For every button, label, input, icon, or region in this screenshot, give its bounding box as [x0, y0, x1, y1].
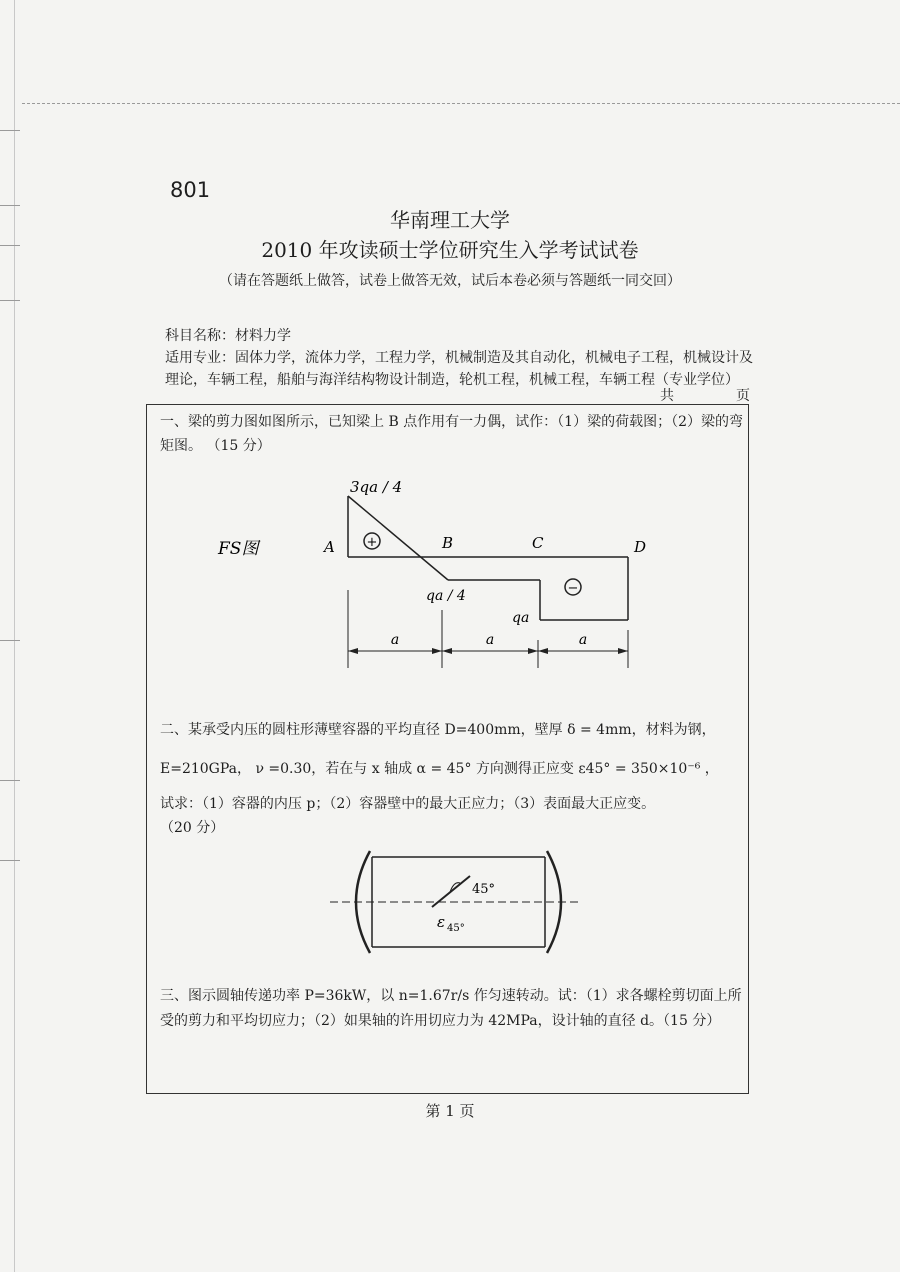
scan-edge: [14, 0, 15, 1272]
point-c: C: [532, 534, 544, 552]
page-count: [660, 385, 750, 405]
dim-a-1: a: [390, 632, 400, 648]
total-label: 共: [660, 388, 674, 404]
question-2-line-3: 试求：（1）容器的内压 p；（2）容器壁中的最大正应力；（3）表面最大正应变。: [160, 796, 656, 812]
exam-code: 801: [170, 178, 211, 202]
question-2-line-4: （20 分）: [160, 820, 225, 836]
fs-diagram-label: FS图: [218, 539, 259, 559]
strain-label: ε: [437, 913, 446, 931]
question-1-text: 一、梁的剪力图如图所示，已知梁上 B 点作用有一力偶，试作：（1）梁的荷载图；（2）梁的弯矩图。 （15 分）: [160, 414, 744, 454]
page-footer: 第 1 页: [425, 1102, 475, 1120]
angle-label: 45°: [472, 882, 496, 897]
label-3qa-over-4: 3qa / 4: [350, 478, 403, 496]
point-d: D: [634, 538, 647, 556]
header-rule: [22, 103, 900, 104]
label-qa: qa: [512, 610, 530, 626]
subject-name: 科目名称：材料力学: [165, 328, 291, 344]
applicable-majors: 适用专业：固体力学，流体力学，工程力学，机械制造及其自动化，机械电子工程，机械设计及理论，车辆工程，船舶与海洋结构物设计制造，轮机工程，机械工程，车辆工程（专业学位）: [165, 350, 753, 388]
negative-sign: −: [567, 581, 579, 596]
strain-subscript: 45°: [447, 923, 465, 934]
question-3-text: 三、图示圆轴传递功率 P=36kW，以 n=1.67r/s 作匀速转动。试：（1）求各螺栓剪切面上所受的剪力和平均切应力；（2）如果轴的许用切应力为 42MPa，设计轴的直径 d。（15 分）: [160, 988, 742, 1029]
scan-mark: [0, 130, 20, 131]
dim-a-2: a: [485, 632, 495, 648]
point-a: A: [324, 538, 335, 556]
university-name: 华南理工大学: [390, 208, 510, 232]
question-2-line-2: E=210GPa， ν =0.30，若在与 x 轴成 α = 45° 方向测得正应变 ε45° = 350×10⁻⁶ ，: [160, 761, 719, 777]
page-label: 页: [736, 388, 750, 404]
exam-title: 2010 年攻读硕士学位研究生入学考试试卷: [261, 238, 639, 262]
scan-mark: [0, 640, 20, 641]
pressure-vessel-diagram: [330, 845, 580, 960]
scan-mark: [0, 860, 20, 861]
positive-sign: +: [366, 535, 378, 550]
shear-force-diagram: [200, 470, 670, 680]
scan-mark: [0, 300, 20, 301]
point-b: B: [442, 534, 454, 552]
question-2-line-1: 二、某承受内压的圆柱形薄壁容器的平均直径 D=400mm，壁厚 δ = 4mm，材料为钢，: [160, 722, 716, 738]
exam-notice: （请在答题纸上做答，试卷上做答无效，试后本卷必须与答题纸一同交回）: [219, 273, 681, 289]
dim-a-3: a: [578, 632, 588, 648]
scan-mark: [0, 780, 20, 781]
label-qa-over-4: qa / 4: [426, 588, 466, 604]
